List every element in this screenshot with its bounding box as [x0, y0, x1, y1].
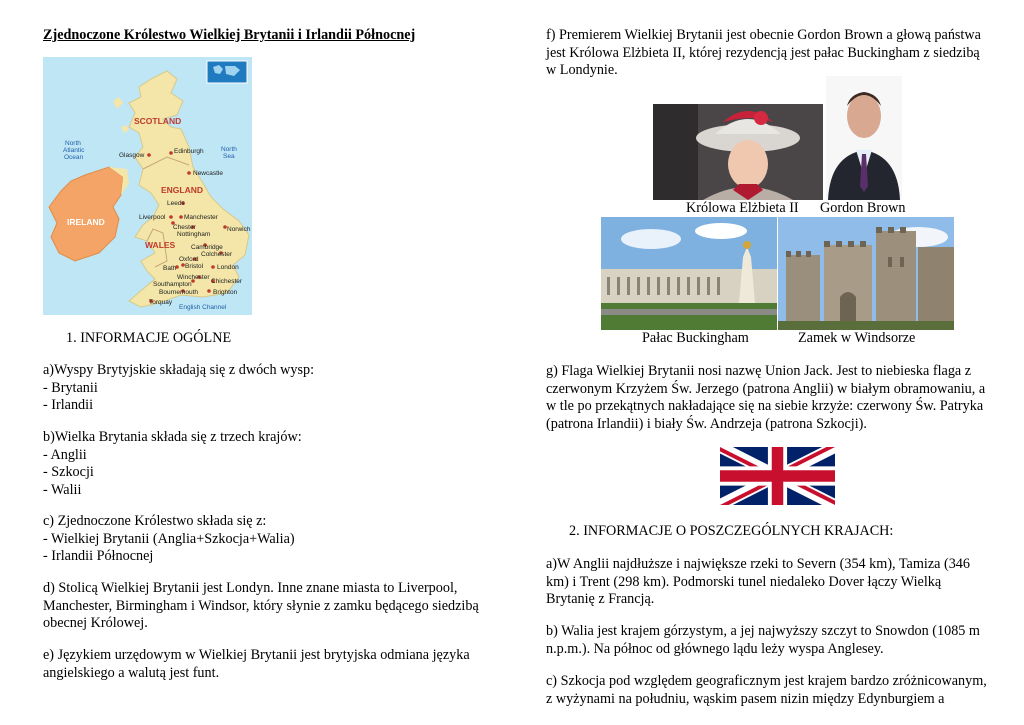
map-label-wales: WALES: [145, 240, 176, 250]
map-city-chichester: Chichester: [211, 278, 243, 285]
map-city-bristol: Bristol: [185, 263, 204, 270]
map-city-newcastle: Newcastle: [193, 170, 223, 177]
map-city-cambridge: Cambridge: [191, 244, 223, 251]
buckingham-palace-photo: [601, 217, 777, 330]
map-city-chester: Chester: [173, 224, 196, 231]
map-city-southampton: Southampton: [153, 281, 192, 288]
map-city-glasgow: Glasgow: [119, 152, 145, 159]
map-city-oxford: Oxford: [179, 256, 199, 263]
map-city-bournemouth: Bournemouth: [159, 289, 199, 296]
map-city-edinburgh: Edinburgh: [174, 148, 204, 155]
map-label-atlantic: North Atlantic Ocean: [63, 140, 85, 161]
right-paragraph-g: g) Flaga Wielkiej Brytanii nosi nazwę Union Jack. Jest to niebieska flaga z czerwonym Krzyżem Św. Jerzego (patrona Anglii) w białym obramowaniu, a w tle po przekątnych nakładające się na siebie krzyże: czerwony Św. Patryka (patrona Irlandii) i biały Św. Andrzeja (patrona Szkocji).: [546, 363, 986, 432]
uk-map-graphic: [43, 57, 252, 315]
gordon-brown-photo: [826, 76, 902, 200]
section-1-heading: 1. INFORMACJE OGÓLNE: [66, 330, 232, 346]
map-label-scotland: SCOTLAND: [134, 116, 182, 126]
right-paragraph-b: b) Walia jest krajem górzystym, a jej najwyższy szczyt to Snowdon (1085 m n.p.m.). Na północ od głównego lądu leży wyspa Anglesey.: [546, 623, 980, 657]
left-paragraph-c: c) Zjednoczone Królestwo składa się z: - Wielkiej Brytanii (Anglia+Szkocja+Walia) - Irlandii Północnej: [43, 513, 295, 565]
map-city-manchester: Manchester: [184, 214, 218, 221]
left-paragraph-d: d) Stolicą Wielkiej Brytanii jest Londyn. Inne znane miasta to Liverpool, Manchester, Birmingham i Windsor, który słynie z zamku będącego siedzibą obecnej Królowej.: [43, 580, 479, 632]
map-city-liverpool: Liverpool: [139, 214, 166, 221]
map-city-torquay: Torquay: [149, 299, 173, 306]
left-paragraph-e: e) Językiem urzędowym w Wielkiej Brytanii jest brytyjska odmiana języka angielskiego a walutą jest funt.: [43, 647, 470, 681]
map-city-london: London: [217, 264, 239, 271]
union-jack-flag: [720, 447, 835, 505]
map-label-england: ENGLAND: [161, 185, 204, 195]
right-paragraph-c: c) Szkocja pod względem geograficznym jest krajem bardzo zróżnicowanym, z wyżynami na południu, wąskim pasem nizin między Edynburgiem a: [546, 673, 987, 707]
map-city-leeds: Leeds: [167, 200, 185, 207]
left-paragraph-a: a)Wyspy Brytyjskie składają się z dwóch wysp: - Brytanii - Irlandii: [43, 362, 315, 414]
right-paragraph-f: f) Premierem Wielkiej Brytanii jest obecnie Gordon Brown a głową państwa jest Królowa Elżbieta II, której rezydencją jest pałac Buckingham z siedzibą w Londynie.: [546, 27, 981, 79]
map-label-north-sea: North Sea: [221, 146, 237, 160]
map-city-colchester: Colchester: [201, 251, 233, 258]
windsor-castle-photo: [778, 217, 954, 330]
section-2-heading: 2. INFORMACJE O POSZCZEGÓLNYCH KRAJACH:: [569, 523, 894, 539]
map-city-brighton: Brighton: [213, 289, 238, 296]
caption-queen: Królowa Elżbieta II: [686, 200, 799, 216]
caption-windsor: Zamek w Windsorze: [798, 330, 916, 346]
caption-gordon-brown: Gordon Brown: [820, 200, 906, 216]
map-label-english-channel: English Channel: [179, 304, 227, 311]
left-paragraph-b: b)Wielka Brytania składa się z trzech krajów: - Anglii - Szkocji - Walii: [43, 429, 302, 498]
caption-buckingham: Pałac Buckingham: [642, 330, 749, 346]
map-city-winchester: Winchester: [177, 274, 210, 281]
map-city-nottingham: Nottingham: [177, 231, 211, 238]
uk-map: [43, 57, 252, 315]
right-paragraph-a: a)W Anglii najdłuższe i największe rzeki to Severn (354 km), Tamiza (346 km) i Trent (298 km). Podmorski tunel niedaleko Dover łączy Wielką Brytanię z Francją.: [546, 556, 970, 608]
map-label-ireland: IRELAND: [67, 217, 105, 227]
map-city-bath: Bath: [163, 265, 177, 272]
map-city-norwich: Norwich: [227, 226, 251, 233]
queen-photo: [653, 104, 823, 200]
document-title: Zjednoczone Królestwo Wielkiej Brytanii i Irlandii Północnej: [43, 27, 416, 43]
